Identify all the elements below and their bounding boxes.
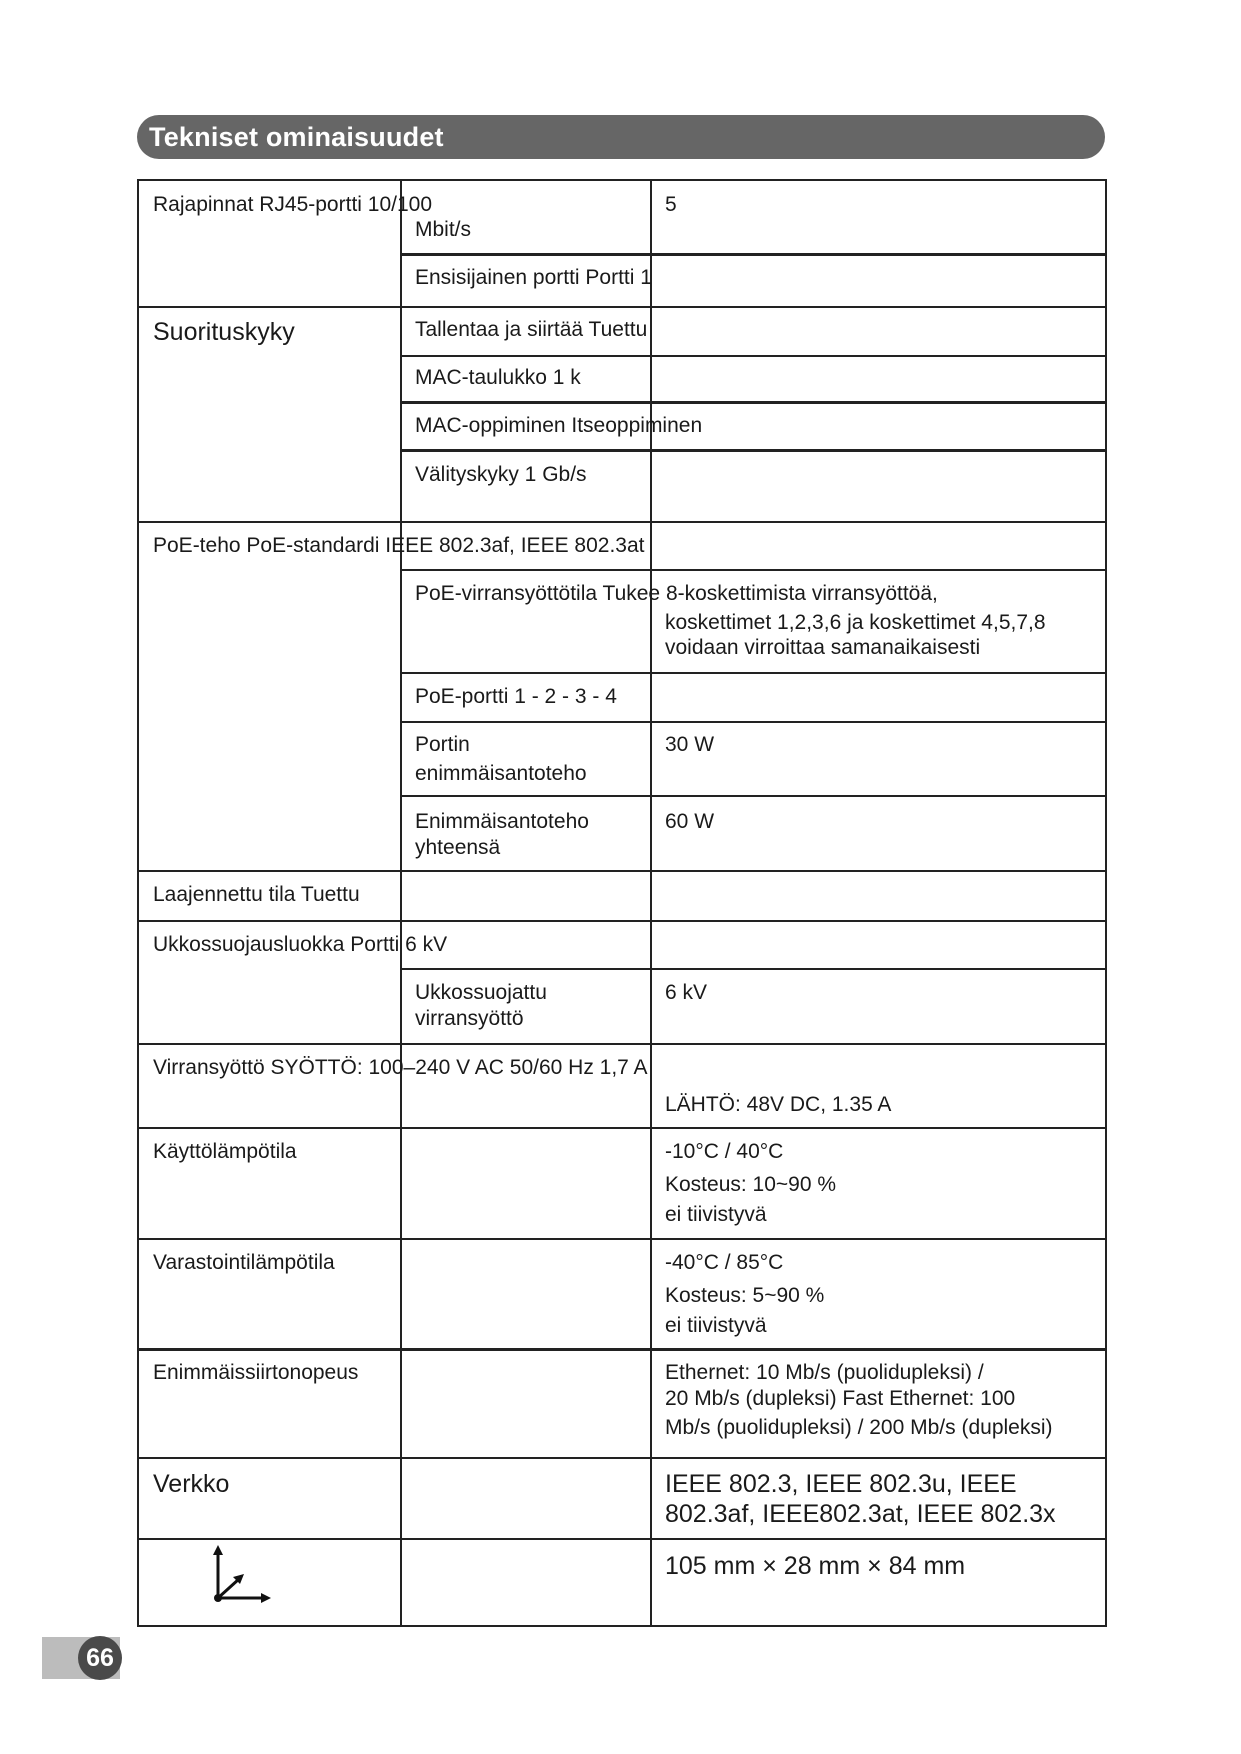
tallentaa-label: Tallentaa ja siirtää Tuettu — [415, 318, 648, 341]
dimensions-icon — [205, 1545, 277, 1607]
enimmais-yhteensa-value: 60 W — [665, 810, 715, 833]
enimmais-yhteensa-label-1: Enimmäisantoteho — [415, 810, 589, 833]
siirtonopeus-label: Enimmäissiirtonopeus — [153, 1361, 359, 1384]
row-divider — [139, 1457, 1105, 1459]
row-divider — [400, 795, 1105, 797]
siirtonopeus-value-1: Ethernet: 10 Mb/s (puolidupleksi) / — [665, 1361, 984, 1384]
column-divider-1 — [400, 181, 402, 1625]
portin-teho-label-2: enimmäisantoteho — [415, 762, 587, 785]
mac-oppiminen-label: MAC-oppiminen Itseoppiminen — [415, 414, 703, 437]
poe-portti-label: PoE-portti 1 - 2 - 3 - 4 — [415, 685, 617, 708]
row-divider — [400, 721, 1105, 723]
poe-virransyotto-value-2: voidaan virroittaa samanaikaisesti — [665, 636, 981, 659]
row-divider — [139, 1043, 1105, 1045]
kayttolampotila-value-1: -10°C / 40°C — [665, 1140, 784, 1163]
verkko-value-1: IEEE 802.3, IEEE 802.3u, IEEE — [665, 1470, 1017, 1498]
virransyotto-label: Virransyöttö SYÖTTÖ: 100–240 V AC 50/60 Hz 1,7 A — [153, 1056, 648, 1079]
poe-teho-label: PoE-teho PoE-standardi IEEE 802.3af, IEEE 802.3at — [153, 534, 645, 557]
kayttolampotila-value-3: ei tiivistyvä — [665, 1203, 767, 1226]
row-divider — [400, 355, 1105, 357]
ensisijainen-portti: Ensisijainen portti Portti 1 — [415, 266, 652, 289]
row-divider — [400, 672, 1105, 674]
column-divider-2 — [650, 181, 652, 1625]
row-divider — [139, 870, 1105, 872]
verkko-label: Verkko — [153, 1470, 230, 1498]
ukkossuojattu-label-1: Ukkossuojattu — [415, 981, 547, 1004]
row-divider — [139, 1238, 1105, 1240]
row-divider — [139, 306, 1105, 308]
rajapinnat-value: 5 — [665, 193, 677, 216]
verkko-value-2: 802.3af, IEEE802.3at, IEEE 802.3x — [665, 1500, 1056, 1528]
row-divider — [139, 1348, 1105, 1351]
mitat-value: 105 mm × 28 mm × 84 mm — [665, 1552, 966, 1580]
row-divider — [139, 920, 1105, 922]
page-number: 66 — [78, 1636, 122, 1680]
row-divider — [400, 449, 1105, 452]
portin-teho-value: 30 W — [665, 733, 715, 756]
mac-taulukko-label: MAC-taulukko 1 k — [415, 366, 581, 389]
laajennettu-tila-label: Laajennettu tila Tuettu — [153, 883, 360, 906]
kayttolampotila-value-2: Kosteus: 10~90 % — [665, 1173, 837, 1196]
varastointi-value-2: Kosteus: 5~90 % — [665, 1284, 825, 1307]
row-divider — [139, 1127, 1105, 1129]
ukkossuojattu-label-2: virransyöttö — [415, 1007, 524, 1030]
enimmais-yhteensa-label-2: yhteensä — [415, 836, 501, 859]
ukkossuojausluokka-label: Ukkossuojausluokka Portti 6 kV — [153, 933, 448, 956]
siirtonopeus-value-3: Mb/s (puolidupleksi) / 200 Mb/s (dupleksi) — [665, 1416, 1053, 1439]
varastointi-value-1: -40°C / 85°C — [665, 1251, 784, 1274]
section-title-bar — [137, 115, 1105, 159]
row-divider — [139, 521, 1105, 523]
poe-virransyotto-value-1: koskettimet 1,2,3,6 ja koskettimet 4,5,7,8 — [665, 611, 1046, 634]
virransyotto-value: LÄHTÖ: 48V DC, 1.35 A — [665, 1093, 892, 1116]
siirtonopeus-value-2: 20 Mb/s (dupleksi) Fast Ethernet: 100 — [665, 1387, 1016, 1410]
poe-virransyotto-label: PoE-virransyöttötila Tukee 8-koskettimista virransyöttöä, — [415, 582, 938, 605]
rajapinnat-label-cont: Mbit/s — [415, 218, 472, 241]
row-divider — [400, 401, 1105, 404]
portin-teho-label-1: Portin — [415, 733, 470, 756]
varastointi-value-3: ei tiivistyvä — [665, 1314, 767, 1337]
varastointilampotila-label: Varastointilämpötila — [153, 1251, 335, 1274]
kayttolampotila-label: Käyttölämpötila — [153, 1140, 297, 1163]
row-divider — [400, 968, 1105, 970]
row-divider — [400, 569, 1105, 571]
section-title: Tekniset ominaisuudet — [149, 121, 444, 152]
row-divider — [139, 1538, 1105, 1540]
row-divider — [400, 253, 1105, 256]
valityskyky-label: Välityskyky 1 Gb/s — [415, 463, 587, 486]
ukkossuojattu-value: 6 kV — [665, 981, 708, 1004]
rajapinnat-label: Rajapinnat RJ45-portti 10/100 — [153, 193, 433, 216]
spec-table — [137, 179, 1107, 1627]
suorituskyky-label: Suorituskyky — [153, 318, 295, 346]
